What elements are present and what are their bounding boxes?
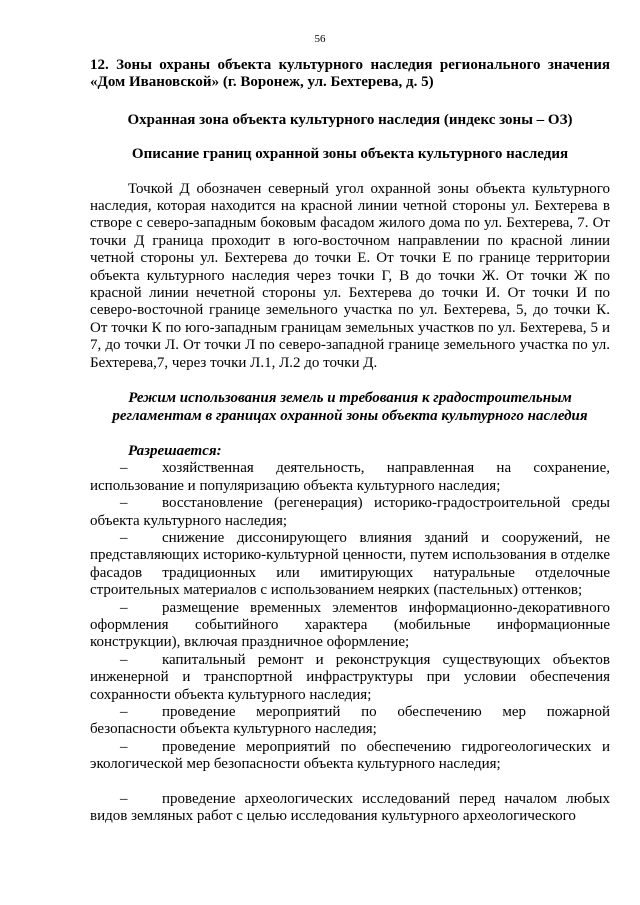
list-item (90, 600, 610, 652)
allowed-label: Разрешается: (128, 442, 222, 459)
section-heading: 12. Зоны охраны объекта культурного наследия регионального значения «Дом Ивановской» (г. Воронеж, ул. Бехтерева, д. 5) (90, 57, 610, 91)
zone-title: Охранная зона объекта культурного наследия (индекс зоны – ОЗ) (127, 111, 573, 128)
list-dash: – (120, 790, 128, 807)
list-item-text: проведение мероприятий по обеспечению мер пожарной безопасности объекта культурного наследия; (90, 704, 610, 738)
list-item-text: снижение диссонирующего влияния зданий и сооружений, не представляющих историко-культурной ценности, путем использования в отделке фасадов традиционных или имитирующих натуральные отделочные строительных материалов с использованием неярких (пастельных) оттенков; (90, 529, 610, 599)
list-dash: – (120, 460, 128, 477)
list-dash: – (120, 599, 128, 616)
list-item (90, 791, 610, 826)
list-item (90, 704, 610, 739)
list-item-text: капитальный ремонт и реконструкция существующих объектов инженерной и транспортной инфраструктуры при условии обеспечения сохранности объекта культурного наследия; (90, 651, 610, 703)
boundary-title: Описание границ охранной зоны объекта культурного наследия (131, 146, 569, 163)
list-dash: – (120, 495, 128, 512)
list-item-text: восстановление (регенерация) историко-градостроительной среды объекта культурного наследия; (90, 495, 610, 529)
boundary-description: Точкой Д обозначен северный угол охранной зоны объекта культурного наследия, которая находится на красной линии четной стороны ул. Бехтерева в створе с северо-западным боковым фасадом жилого дома по ул. Бехтерева, 7. От точки Д граница проходит в юго-восточном направлении по красной линии четной стороны ул. Бехтерева до точки Е. От точки Е по границе территории объекта культурного наследия через точки Г, В до точки Ж. От точки Ж по красной линии нечетной стороны ул. Бехтерева до точки И. От точки И по северо-восточной границе земельного участка по ул. Бехтерева, 5, до точки К. От точки К по юго-западным границам земельных участков по ул. Бехтерева, 5 и 7, до точки Л. От точки Л по северо-западной границе земельного участка по ул. Бехтерева,7, через точки Л.1, Л.2 до точки Д. (90, 180, 610, 371)
list-item-text: проведение археологических исследований перед началом любых видов земляных работ с целью исследования культурного археологического (90, 790, 610, 825)
list-item-text: хозяйственная деятельность, направленная на сохранение, использование и популяризацию объекта культурного наследия; (90, 460, 610, 494)
list-item (90, 530, 610, 600)
list-item (90, 739, 610, 774)
list-dash: – (120, 651, 128, 668)
list-item-text: проведение мероприятий по обеспечению гидрогеологических и экологической мер безопасности объекта культурного наследия; (90, 738, 610, 773)
page-content (90, 57, 610, 825)
list-dash: – (120, 529, 128, 546)
list-dash: – (120, 704, 128, 720)
list-item-text: размещение временных элементов информационно-декоративного оформления событийного характера (мобильные информационные конструкции), включая праздничное оформление; (90, 599, 610, 651)
list-dash: – (120, 738, 128, 755)
list-item (90, 652, 610, 704)
list-item (90, 495, 610, 530)
list-item (90, 460, 610, 495)
regime-title: Режим использования земель и требования к градостроительным регламентам в границах охранной зоны объекта культурного наследия (112, 390, 588, 424)
page-number: 56 (314, 33, 326, 45)
